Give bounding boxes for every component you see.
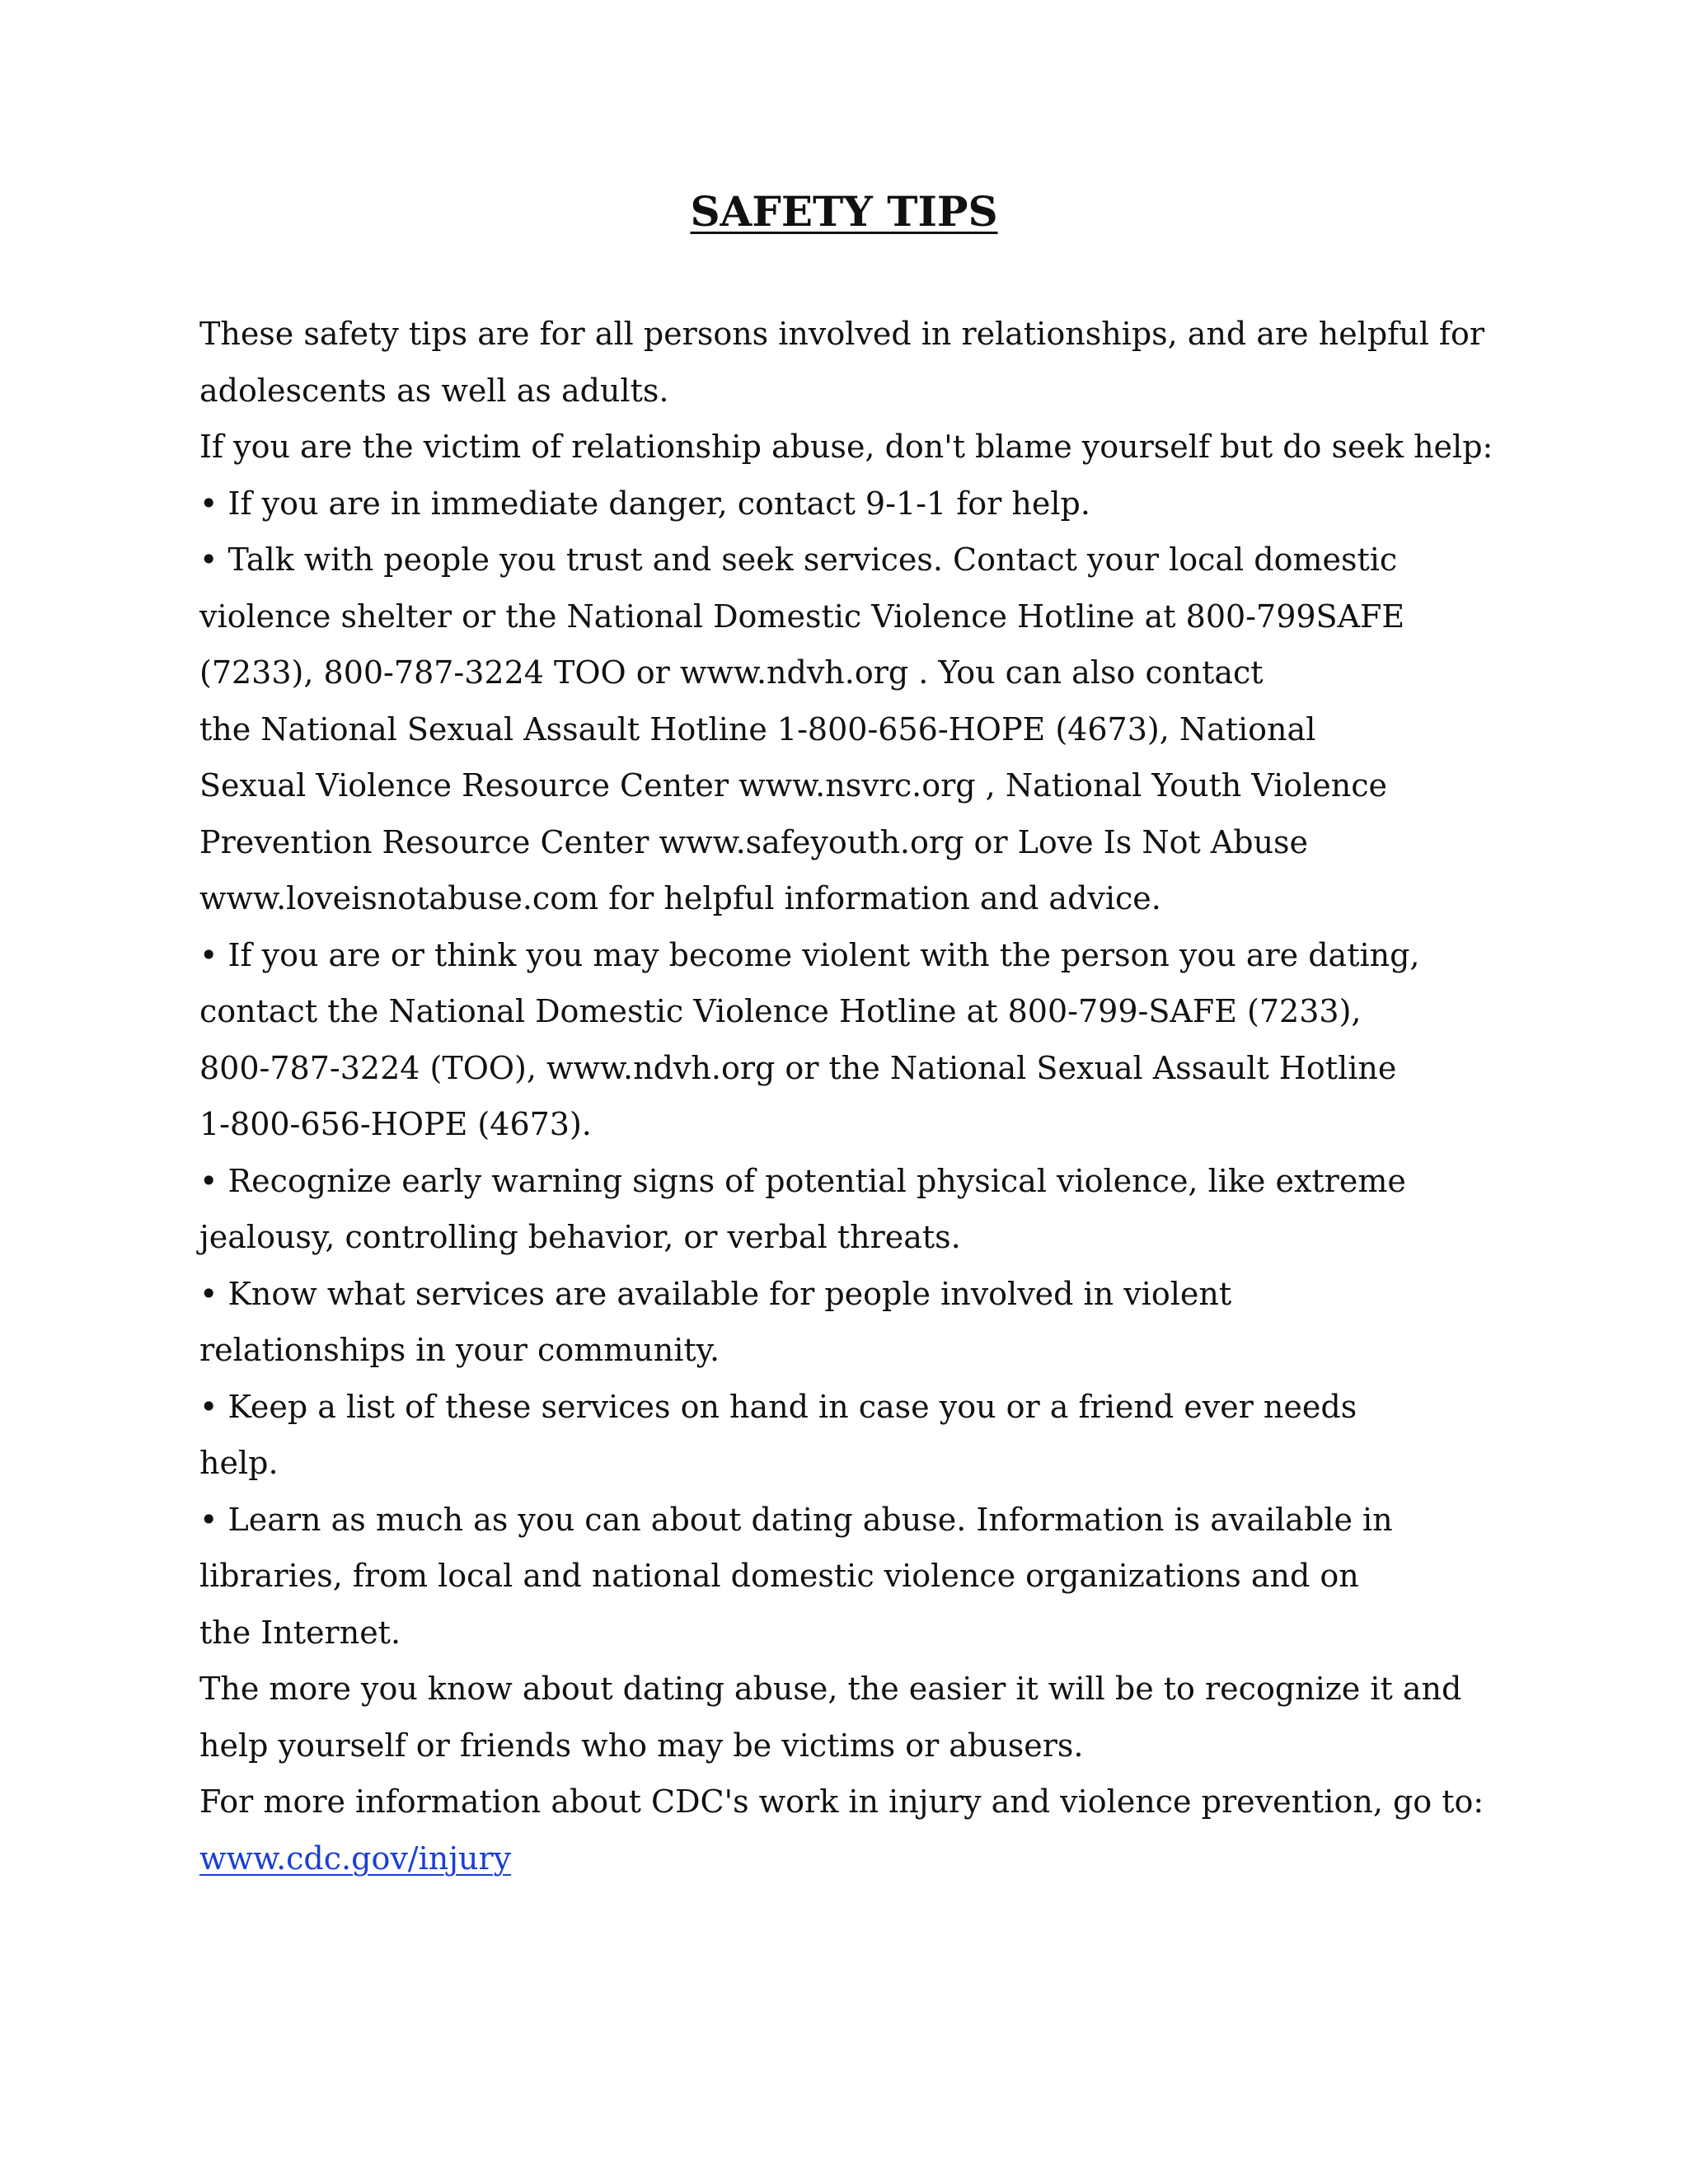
bullet-line: • Learn as much as you can about dating abuse. Information is available in bbox=[199, 1501, 1393, 1538]
text-line: help. bbox=[199, 1445, 279, 1481]
text-line: contact the National Domestic Violence Hotline at 800-799-SAFE (7233), bbox=[199, 993, 1362, 1029]
text-line: These safety tips are for all persons involved in relationships, and are helpful for bbox=[199, 316, 1485, 352]
cdc-link-line bbox=[199, 1830, 1485, 1887]
bullet-line: • Recognize early warning signs of potential physical violence, like extreme bbox=[199, 1162, 1406, 1199]
text-line: Prevention Resource Center www.safeyouth.org or Love Is Not Abuse bbox=[199, 823, 1309, 860]
bullet-line: • If you are or think you may become violent with the person you are dating, bbox=[199, 936, 1420, 973]
text-line: jealousy, controlling behavior, or verbal threats. bbox=[199, 1219, 961, 1255]
text-line: the Internet. bbox=[199, 1614, 401, 1651]
text-line: the National Sexual Assault Hotline 1-800-656-HOPE (4673), National bbox=[199, 710, 1316, 748]
text-line: adolescents as well as adults. bbox=[199, 372, 669, 409]
cdc-injury-link[interactable]: www.cdc.gov/injury bbox=[199, 1840, 512, 1877]
text-line: 800-787-3224 (TOO), www.ndvh.org or the National Sexual Assault Hotline bbox=[199, 1049, 1397, 1086]
text-line: (7233), 800-787-3224 TOO or www.ndvh.org . You can also contact bbox=[199, 654, 1264, 691]
text-line: violence shelter or the National Domestic Violence Hotline at 800-799SAFE bbox=[199, 598, 1405, 635]
bullet-line: • Talk with people you trust and seek services. Contact your local domestic bbox=[199, 541, 1398, 578]
text-line: Sexual Violence Resource Center www.nsvrc.org , National Youth Violence bbox=[199, 767, 1388, 804]
text-line: If you are the victim of relationship abuse, don't blame yourself but do seek help: bbox=[199, 429, 1493, 465]
text-line: help yourself or friends who may be victims or abusers. bbox=[199, 1727, 1084, 1764]
text-line: relationships in your community. bbox=[199, 1332, 720, 1368]
text-line: libraries, from local and national domestic violence organizations and on bbox=[199, 1558, 1359, 1594]
bullet-line: • Keep a list of these services on hand in case you or a friend ever needs bbox=[199, 1388, 1357, 1425]
document-body bbox=[199, 306, 1493, 1886]
text-line: 1-800-656-HOPE (4673). bbox=[199, 1106, 592, 1142]
page-title: SAFETY TIPS bbox=[690, 187, 998, 236]
text-line: www.loveisnotabuse.com for helpful information and advice. bbox=[199, 880, 1161, 916]
bullet-line: • If you are in immediate danger, contact 9-1-1 for help. bbox=[199, 485, 1090, 522]
text-line: The more you know about dating abuse, the easier it will be to recognize it and bbox=[199, 1671, 1462, 1707]
text-line: For more information about CDC's work in injury and violence prevention, go to: bbox=[199, 1783, 1484, 1820]
bullet-line: • Know what services are available for people involved in violent bbox=[199, 1275, 1232, 1312]
